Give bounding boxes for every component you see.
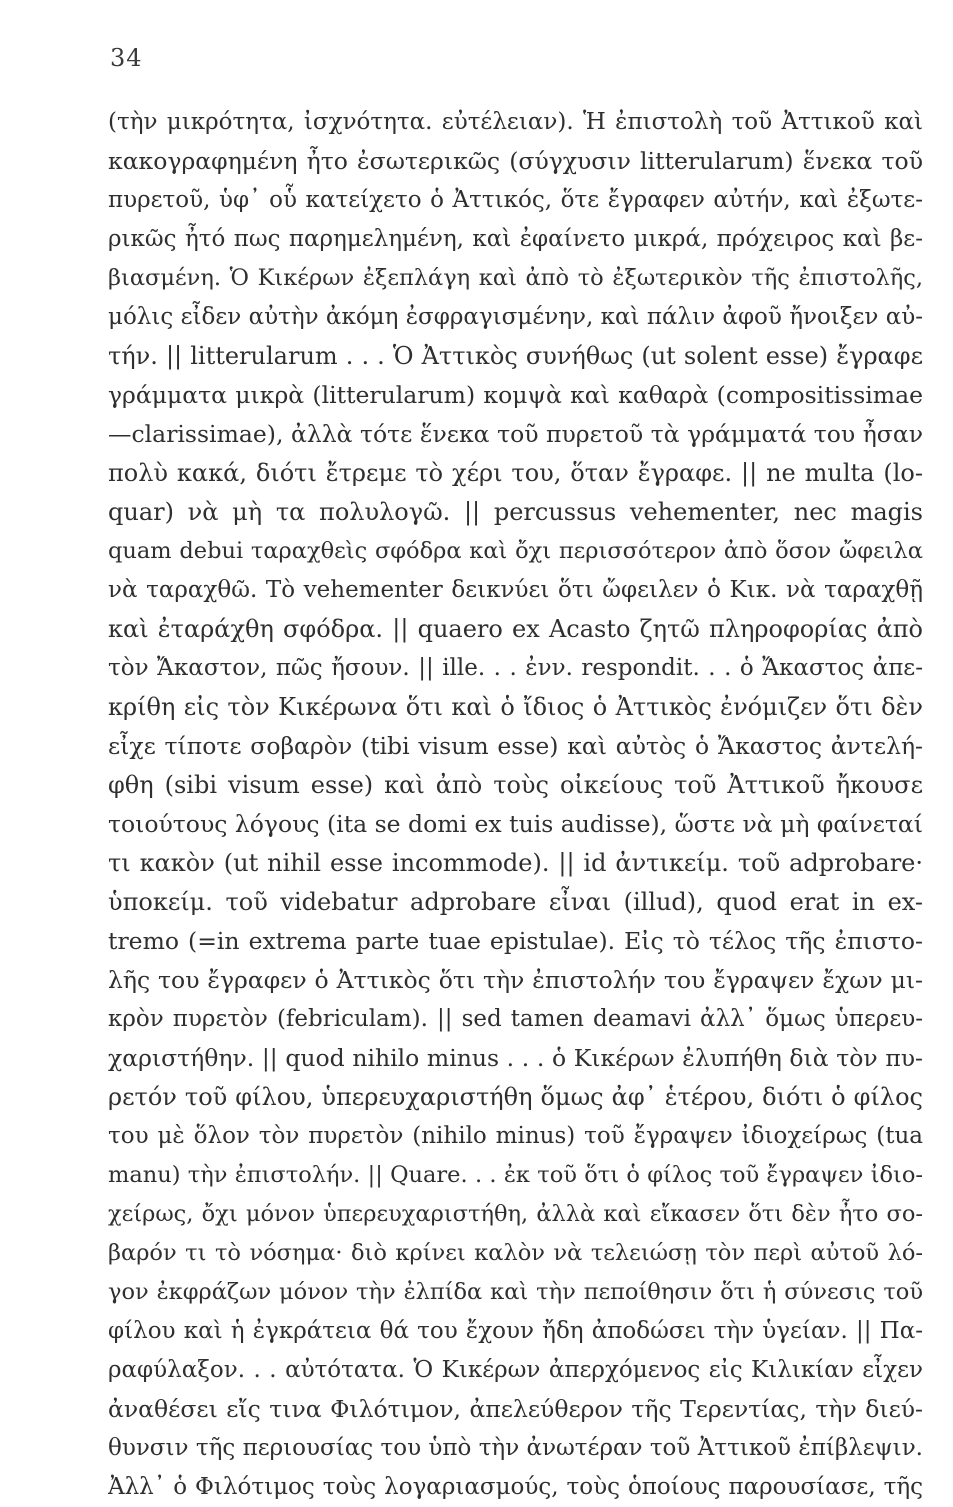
text-line: κρίθη εἰς τὸν Κικέρωνα ὅτι καὶ ὁ ἴδιος ὁ Ἀττικὸς ἐνόμιζεν ὅτι δὲν bbox=[108, 693, 923, 721]
text-line: quam debui ταραχθεὶς σφόδρα καὶ ὄχι περισσότερον ἀπὸ ὅσον ὤφειλα bbox=[108, 538, 923, 564]
text-line: βιασμένη. Ὁ Κικέρων ἐξεπλάγη καὶ ἀπὸ τὸ ἐξωτερικὸν τῆς ἐπιστολῆς, bbox=[108, 265, 923, 291]
text-line: θυνσιν τῆς περιουσίας του ὑπὸ τὴν ἀνωτέραν τοῦ Ἀττικοῦ ἐπίβλεψιν. bbox=[108, 1435, 923, 1461]
text-line: ρετόν τοῦ φίλου, ὑπερευχαριστήθη ὅμως ἀφ᾽ ἑτέρου, διότι ὁ φίλος bbox=[108, 1083, 923, 1111]
text-line: μόλις εἶδεν αὐτὴν ἀκόμη ἐσφραγισμένην, καὶ πάλιν ἀφοῦ ἤνοιξεν αὐ- bbox=[108, 304, 923, 330]
text-line: quar) νὰ μὴ τα πολυλογῶ. || percussus vehementer, nec magis bbox=[108, 498, 923, 526]
text-line: τι κακὸν (ut nihil esse incommode). || id ἀντικείμ. τοῦ adprobare· bbox=[108, 849, 923, 877]
text-line: manu) τὴν ἐπιστολήν. || Quare. . . ἐκ τοῦ ὅτι ὁ φίλος τοῦ ἔγραψεν ἰδιο- bbox=[108, 1162, 923, 1188]
text-line: τὸν Ἄκαστον, πῶς ἤσουν. || ille. . . ἐνν. respondit. . . ὁ Ἄκαστος ἀπε- bbox=[108, 655, 923, 681]
text-line: γον ἐκφράζων μόνον τὴν ἐλπίδα καὶ τὴν πεποίθησιν ὅτι ἡ σύνεσις τοῦ bbox=[108, 1279, 923, 1305]
text-line: φθη (sibi visum esse) καὶ ἀπὸ τοὺς οἰκείους τοῦ Ἀττικοῦ ἤκουσε bbox=[108, 771, 923, 799]
text-line: πολὺ κακά, διότι ἔτρεμε τὸ χέρι του, ὅταν ἔγραφε. || ne multa (lo- bbox=[108, 459, 923, 487]
text-line: Ἀλλ᾽ ὁ Φιλότιμος τοὺς λογαριασμούς, τοὺς ὁποίους παρουσίασε, τῆς bbox=[108, 1474, 923, 1500]
text-line: χαριστήθην. || quod nihilo minus . . . ὁ Κικέρων ἐλυπήθη διὰ τὸν πυ- bbox=[108, 1044, 923, 1072]
text-line: ὑποκείμ. τοῦ videbatur adprobare εἶναι (illud), quod erat in ex- bbox=[108, 888, 923, 916]
page-number: 34 bbox=[110, 44, 143, 72]
text-line: τοιούτους λόγους (ita se domi ex tuis audisse), ὥστε νὰ μὴ φαίνεταί bbox=[108, 810, 923, 838]
text-line: του μὲ ὅλον τὸν πυρετὸν (nihilo minus) τοῦ ἔγραψεν ἰδιοχείρως (tua bbox=[108, 1123, 923, 1149]
text-line: φίλου καὶ ἡ ἐγκράτεια θά του ἔχουν ἤδη ἀποδώσει τὴν ὑγείαν. || Πα- bbox=[108, 1318, 923, 1344]
text-line: βαρόν τι τὸ νόσημα· διὸ κρίνει καλὸν νὰ τελειώσῃ τὸν περὶ αὐτοῦ λό- bbox=[108, 1240, 923, 1266]
text-line: κακογραφημένη ἦτο ἐσωτερικῶς (σύγχυσιν litterularum) ἕνεκα τοῦ bbox=[108, 147, 923, 175]
text-line: ρικῶς ἦτό πως παρημελημένη, καὶ ἐφαίνετο μικρά, πρόχειρος καὶ βε- bbox=[108, 226, 923, 252]
text-line: εἶχε τίποτε σοβαρὸν (tibi visum esse) καὶ αὐτὸς ὁ Ἄκαστος ἀντελή- bbox=[108, 732, 923, 760]
text-line: —clarissimae), ἀλλὰ τότε ἕνεκα τοῦ πυρετοῦ τὰ γράμματά του ἦσαν bbox=[108, 420, 923, 448]
text-line: χείρως, ὄχι μόνον ὑπερευχαριστήθη, ἀλλὰ καὶ εἴκασεν ὅτι δὲν ἦτο σο- bbox=[108, 1201, 923, 1227]
text-line: κρὸν πυρετὸν (febriculam). || sed tamen deamavi ἀλλ᾽ ὅμως ὑπερευ- bbox=[108, 1006, 923, 1032]
text-line: καὶ ἐταράχθη σφόδρα. || quaero ex Acasto ζητῶ πληροφορίας ἀπὸ bbox=[108, 615, 923, 643]
text-line: νὰ ταραχθῶ. Τὸ vehementer δεικνύει ὅτι ὤφειλεν ὁ Κικ. νὰ ταραχθῇ bbox=[108, 577, 923, 603]
text-line: τήν. || litterularum . . . Ὁ Ἀττικὸς συνήθως (ut solent esse) ἔγραφε bbox=[108, 342, 923, 370]
text-line: λῆς του ἔγραφεν ὁ Ἀττικὸς ὅτι τὴν ἐπιστολήν του ἔγραψεν ἔχων μι- bbox=[108, 966, 923, 994]
text-line: tremo (=in extrema parte tuae epistulae). Εἰς τὸ τέλος τῆς ἐπιστο- bbox=[108, 927, 923, 955]
text-body bbox=[108, 103, 923, 1507]
text-line: γράμματα μικρὰ (litterularum) κομψὰ καὶ καθαρὰ (compositissimae bbox=[108, 381, 923, 409]
text-line: (τὴν μικρότητα, ἰσχνότητα. εὐτέλειαν). Ἡ ἐπιστολὴ τοῦ Ἀττικοῦ καὶ bbox=[108, 109, 923, 135]
text-line: ραφύλαξον. . . αὐτότατα. Ὁ Κικέρων ἀπερχόμενος εἰς Κιλικίαν εἶχεν bbox=[108, 1357, 923, 1383]
text-line: πυρετοῦ, ὑφ᾽ οὗ κατείχετο ὁ Ἀττικός, ὅτε ἔγραφεν αὐτήν, καὶ ἐξωτε- bbox=[108, 187, 923, 213]
text-line: ἀναθέσει εἴς τινα Φιλότιμον, ἀπελεύθερον τῆς Τερεντίας, τὴν διεύ- bbox=[108, 1395, 923, 1423]
